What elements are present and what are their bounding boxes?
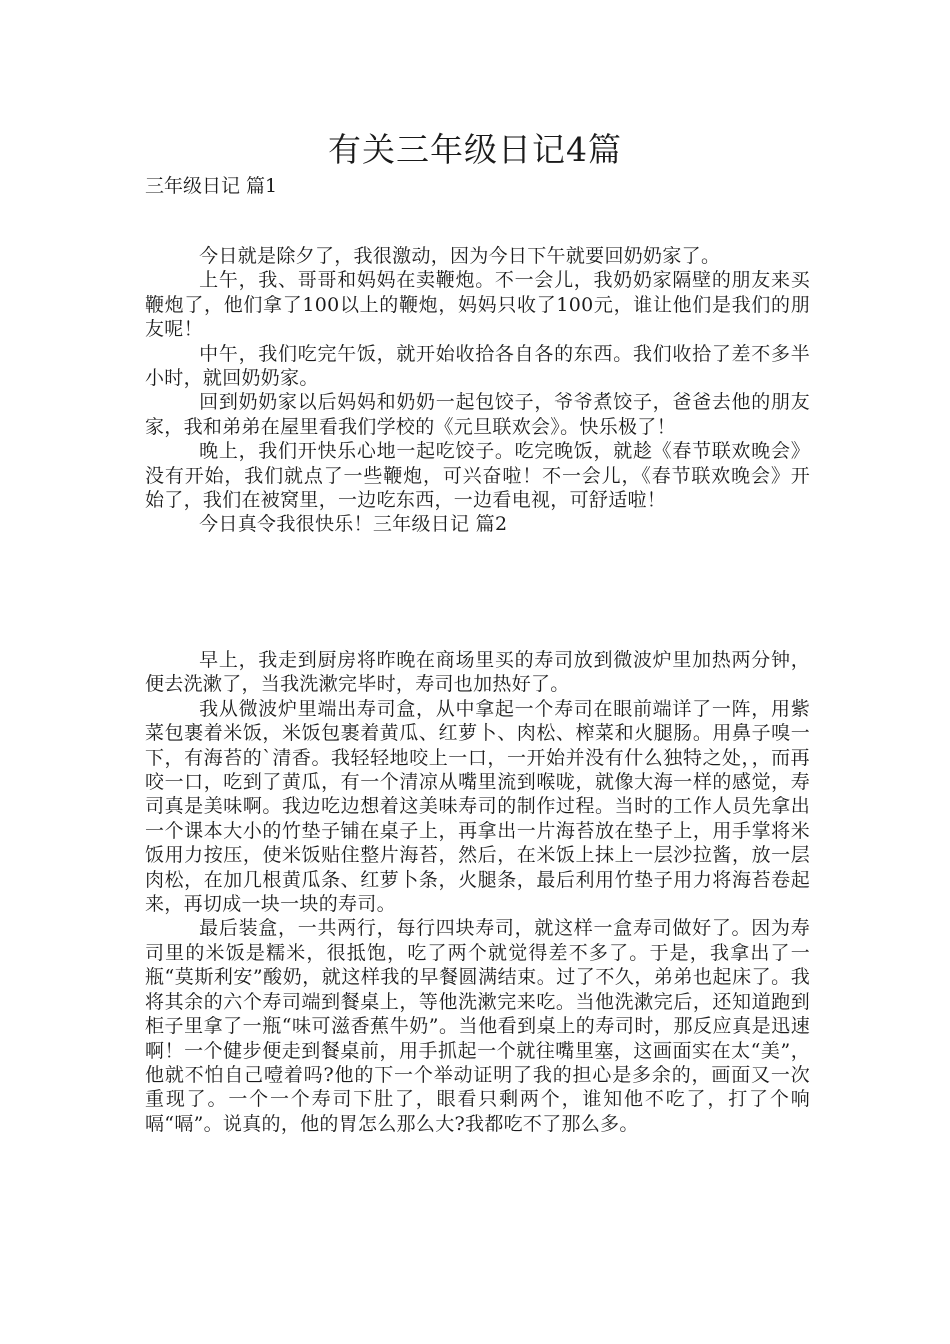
paragraph: 我从微波炉里端出寿司盒，从中拿起一个寿司在眼前端详了一阵，用紫菜包裹着米饭，米饭包裹着黄瓜、红萝卜、肉松、榨菜和火腿肠。用鼻子嗅一下，有海苔的`清香。我轻轻地咬上一口，一开始并没有什么独特之处，，而再咬一口，吃到了黄瓜，有一个清凉从嘴里流到喉咙，就像大海一样的感觉，寿司真是美味啊。我边吃边想着这美味寿司的制作过程。当时的工作人员先拿出一个课本大小的竹垫子铺在桌子上，再拿出一片海苔放在垫子上，用手掌将米饭用力按压，使米饭贴住整片海苔，然后，在米饭上抹上一层沙拉酱，放一层肉松，在加几根黄瓜条、红萝卜条，火腿条，最后利用竹垫子用力将海苔卷起来，再切成一块一块的寿司。 <box>145 697 810 916</box>
paragraph: 最后装盒，一共两行，每行四块寿司，就这样一盒寿司做好了。因为寿司里的米饭是糯米，很抵饱，吃了两个就觉得差不多了。于是，我拿出了一瓶“莫斯利安”酸奶，就这样我的早餐圆满结束。过了不久，弟弟也起床了。我将其余的六个寿司端到餐桌上，等他洗漱完来吃。当他洗漱完后，还知道跑到柜子里拿了一瓶“味可滋香蕉牛奶”。当他看到桌上的寿司时，那反应真是迅速啊！一个健步便走到餐桌前，用手抓起一个就往嘴里塞，这画面实在太“美”，他就不怕自己噎着吗?他的下一个举动证明了我的担心是多余的，画面又一次重现了。一个一个寿司下肚了，眼看只剩两个，谁知他不吃了，打了个响嗝“嗝”。说真的，他的胃怎么那么大?我都吃不了那么多。 <box>145 917 810 1135</box>
paragraph: 回到奶奶家以后妈妈和奶奶一起包饺子，爷爷煮饺子，爸爸去他的朋友家，我和弟弟在屋里看我们学校的《元旦联欢会》。快乐极了！ <box>145 391 810 438</box>
paragraph: 中午，我们吃完午饭，就开始收拾各自各的东西。我们收拾了差不多半小时，就回奶奶家。 <box>145 342 810 390</box>
diary-entry-2 <box>145 648 810 1136</box>
diary-entry-1 <box>145 244 810 537</box>
paragraph: 晚上，我们开快乐心地一起吃饺子。吃完晚饭，就趁《春节联欢晚会》没有开始，我们就点了一些鞭炮，可兴奋啦！不一会儿，《春节联欢晚会》开始了，我们在被窝里，一边吃东西，一边看电视，可舒适啦！ <box>145 440 810 512</box>
section-heading: 三年级日记 篇1 <box>145 175 278 197</box>
paragraph: 今日真令我很快乐！三年级日记 篇2 <box>199 513 508 536</box>
document-title: 有关三年级日记4篇 <box>328 130 622 169</box>
paragraph: 今日就是除夕了，我很激动，因为今日下午就要回奶奶家了。 <box>199 245 721 267</box>
paragraph: 上午，我、哥哥和妈妈在卖鞭炮。不一会儿，我奶奶家隔壁的朋友来买鞭炮了，他们拿了100以上的鞭炮，妈妈只收了100元，谁让他们是我们的朋友呢！ <box>145 269 810 341</box>
paragraph: 早上，我走到厨房将昨晚在商场里买的寿司放到微波炉里加热两分钟，便去洗漱了，当我洗漱完毕时，寿司也加热好了。 <box>145 649 810 696</box>
